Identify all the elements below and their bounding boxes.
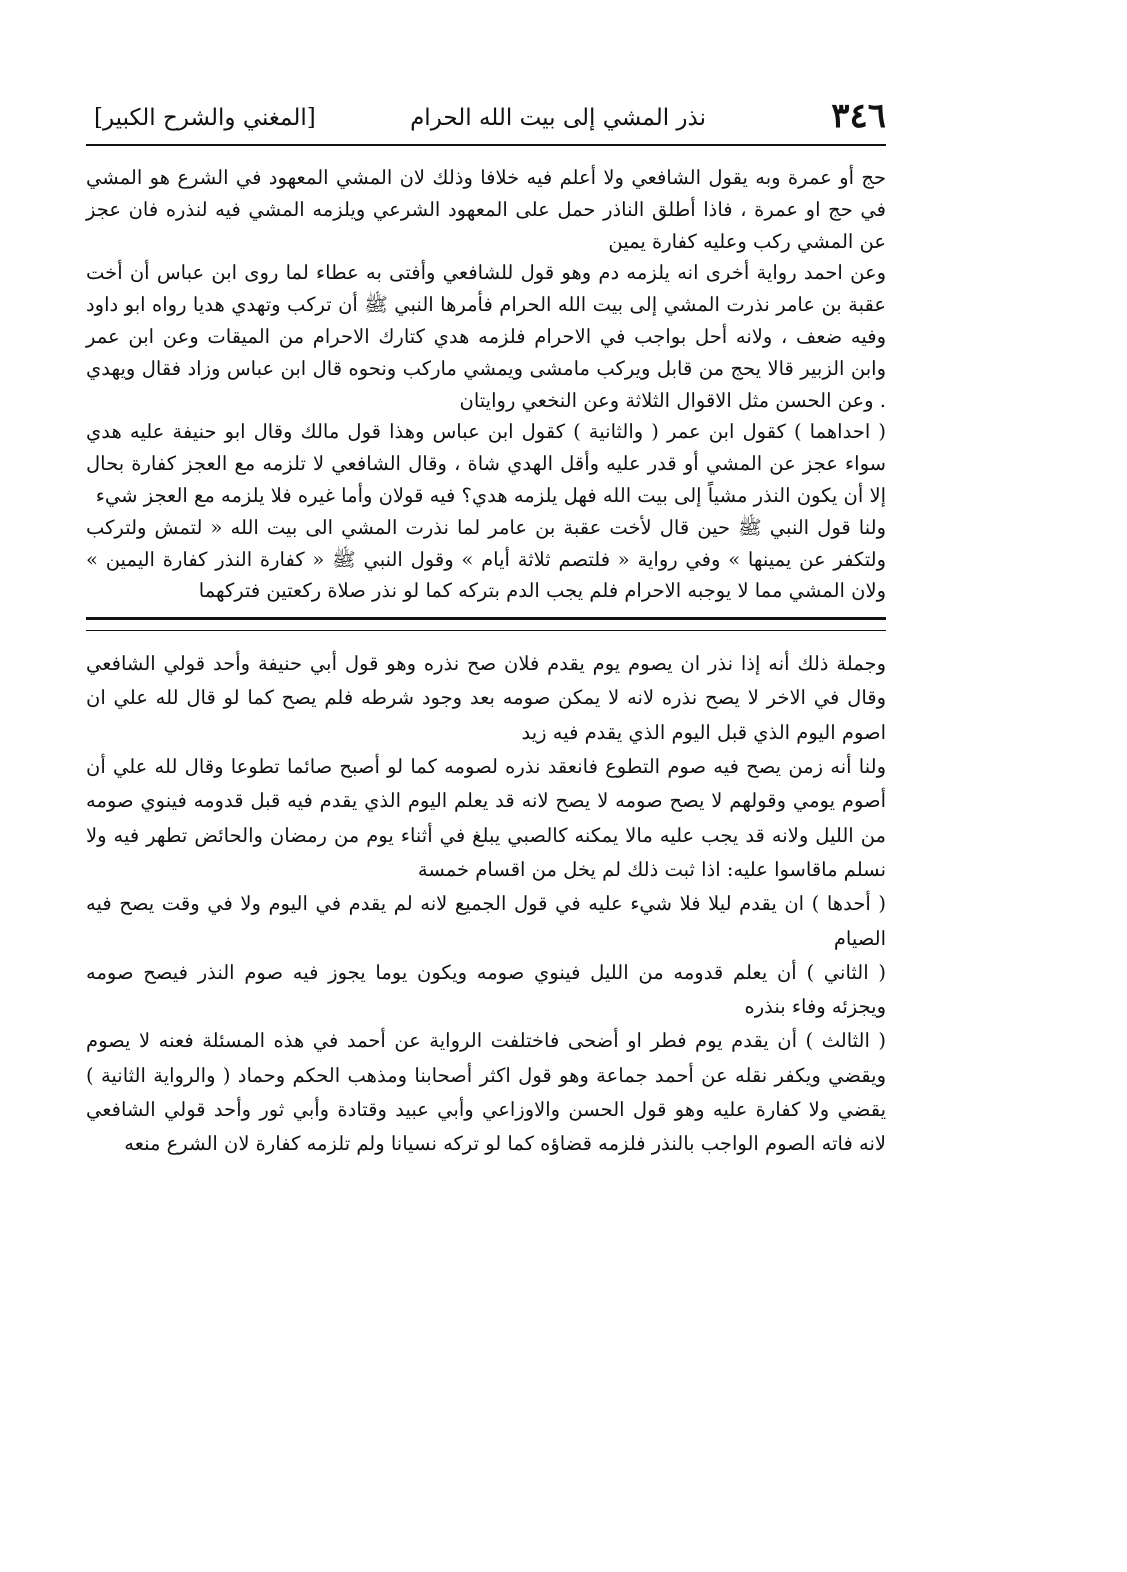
book-title: [المغني والشرح الكبير] bbox=[94, 105, 316, 131]
upper-text-section bbox=[86, 162, 886, 607]
upper-paragraph-1: حج أو عمرة وبه يقول الشافعي ولا أعلم فيه خلافا وذلك لان المشي المعهود في الشرع هو المشي في حج او عمرة ، فاذا أطلق الناذر حمل على المعهود الشرعي ويلزمه المشي فيه لنذره فان عجز عن المشي ركب وعليه كفارة يمين bbox=[86, 166, 886, 253]
upper-paragraph-2: وعن احمد رواية أخرى انه يلزمه دم وهو قول للشافعي وأفتى به عطاء لما روى ابن عباس أن أخت عقبة بن عامر نذرت المشي إلى بيت الله الحرام فأمرها النبي ﷺ أن تركب وتهدي هديا رواه ابو داود وفيه ضعف ، ولانه أحل بواجب في الاحرام فلزمه هدي كتارك الاحرام من الميقات وعن ابن عمر وابن الزبير قالا يحج من قابل ويركب مامشى ويمشي ماركب ونحوه قال ابن عباس وزاد فقال ويهدي . وعن الحسن مثل الاقوال الثلاثة وعن النخعي روايتان bbox=[86, 261, 886, 412]
lower-paragraph-4: ( الثاني ) أن يعلم قدومه من الليل فينوي صومه ويكون يوما يجوز فيه صوم النذر فيصح صومه ويجزئه وفاء بنذره bbox=[86, 960, 886, 1019]
lower-paragraph-3: ( أحدها ) ان يقدم ليلا فلا شيء عليه في قول الجميع لانه لم يقدم في اليوم ولا في وقت يصح فيه الصيام bbox=[86, 892, 886, 950]
upper-paragraph-3: ( احداهما ) كقول ابن عمر ( والثانية ) كقول ابن عباس وهذا قول مالك وقال ابو حنيفة عليه هدي سواء عجز عن المشي أو قدر عليه وأقل الهدي شاة ، وقال الشافعي لا تلزمه مع العجز كفارة بحال إلا أن يكون النذر مشياً إلى بيت الله فهل يلزمه هدي؟ فيه قولان وأما غيره فلا يلزمه مع العجز شيء bbox=[86, 420, 886, 507]
running-title: نذر المشي إلى بيت الله الحرام bbox=[410, 105, 706, 131]
page-number: ٣٤٦ bbox=[831, 96, 886, 136]
lower-paragraph-1: وجملة ذلك أنه إذا نذر ان يصوم يوم يقدم فلان صح نذره وهو قول أبي حنيفة وأحد قولي الشافعي وقال في الاخر لا يصح نذره لانه لا يمكن صومه بعد وجود شرطه فلم يصح كما لو قال لله علي ان اصوم اليوم الذي قبل اليوم الذي يقدم فيه زيد bbox=[86, 652, 886, 744]
lower-text-section bbox=[86, 647, 886, 1161]
book-page bbox=[86, 92, 886, 1162]
lower-paragraph-5: ( الثالث ) أن يقدم يوم فطر او أضحى فاختلفت الرواية عن أحمد في هذه المسئلة فعنه لا يصوم ويقضي ويكفر نقله عن أحمد جماعة وهو قول اكثر أصحابنا ومذهب الحكم وحماد ( والرواية الثانية ) يقضي ولا كفارة عليه وهو قول الحسن والاوزاعي وأبي عبيد وقتادة وأبي ثور وأحد قولي الشافعي لانه فاته الصوم الواجب بالنذر فلزمه قضاؤه كما لو تركه نسيانا ولم تلزمه كفارة لان الشرع منعه bbox=[86, 1029, 886, 1156]
page-header bbox=[86, 92, 886, 146]
section-separator bbox=[86, 617, 886, 631]
upper-paragraph-4: ولنا قول النبي ﷺ حين قال لأخت عقبة بن عامر لما نذرت المشي الى بيت الله « لتمش ولتركب ولتكفر عن يمينها » وفي رواية « فلتصم ثلاثة أيام » وقول النبي ﷺ « كفارة النذر كفارة اليمين » ولان المشي مما لا يوجبه الاحرام فلم يجب الدم بتركه كما لو نذر صلاة ركعتين فتركهما bbox=[86, 515, 886, 603]
lower-paragraph-2: ولنا أنه زمن يصح فيه صوم التطوع فانعقد نذره لصومه كما لو أصبح صائما تطوعا وقال لله علي أن أصوم يومي وقولهم لا يصح صومه لا يصح لانه قد يعلم اليوم الذي يقدم فيه قبل قدومه فينوي صومه من الليل ولانه قد يجب عليه مالا يمكنه كالصبي يبلغ في أثناء يوم من رمضان والحائض تطهر فيه ولا نسلم ماقاسوا عليه: اذا ثبت ذلك لم يخل من اقسام خمسة bbox=[86, 755, 886, 881]
